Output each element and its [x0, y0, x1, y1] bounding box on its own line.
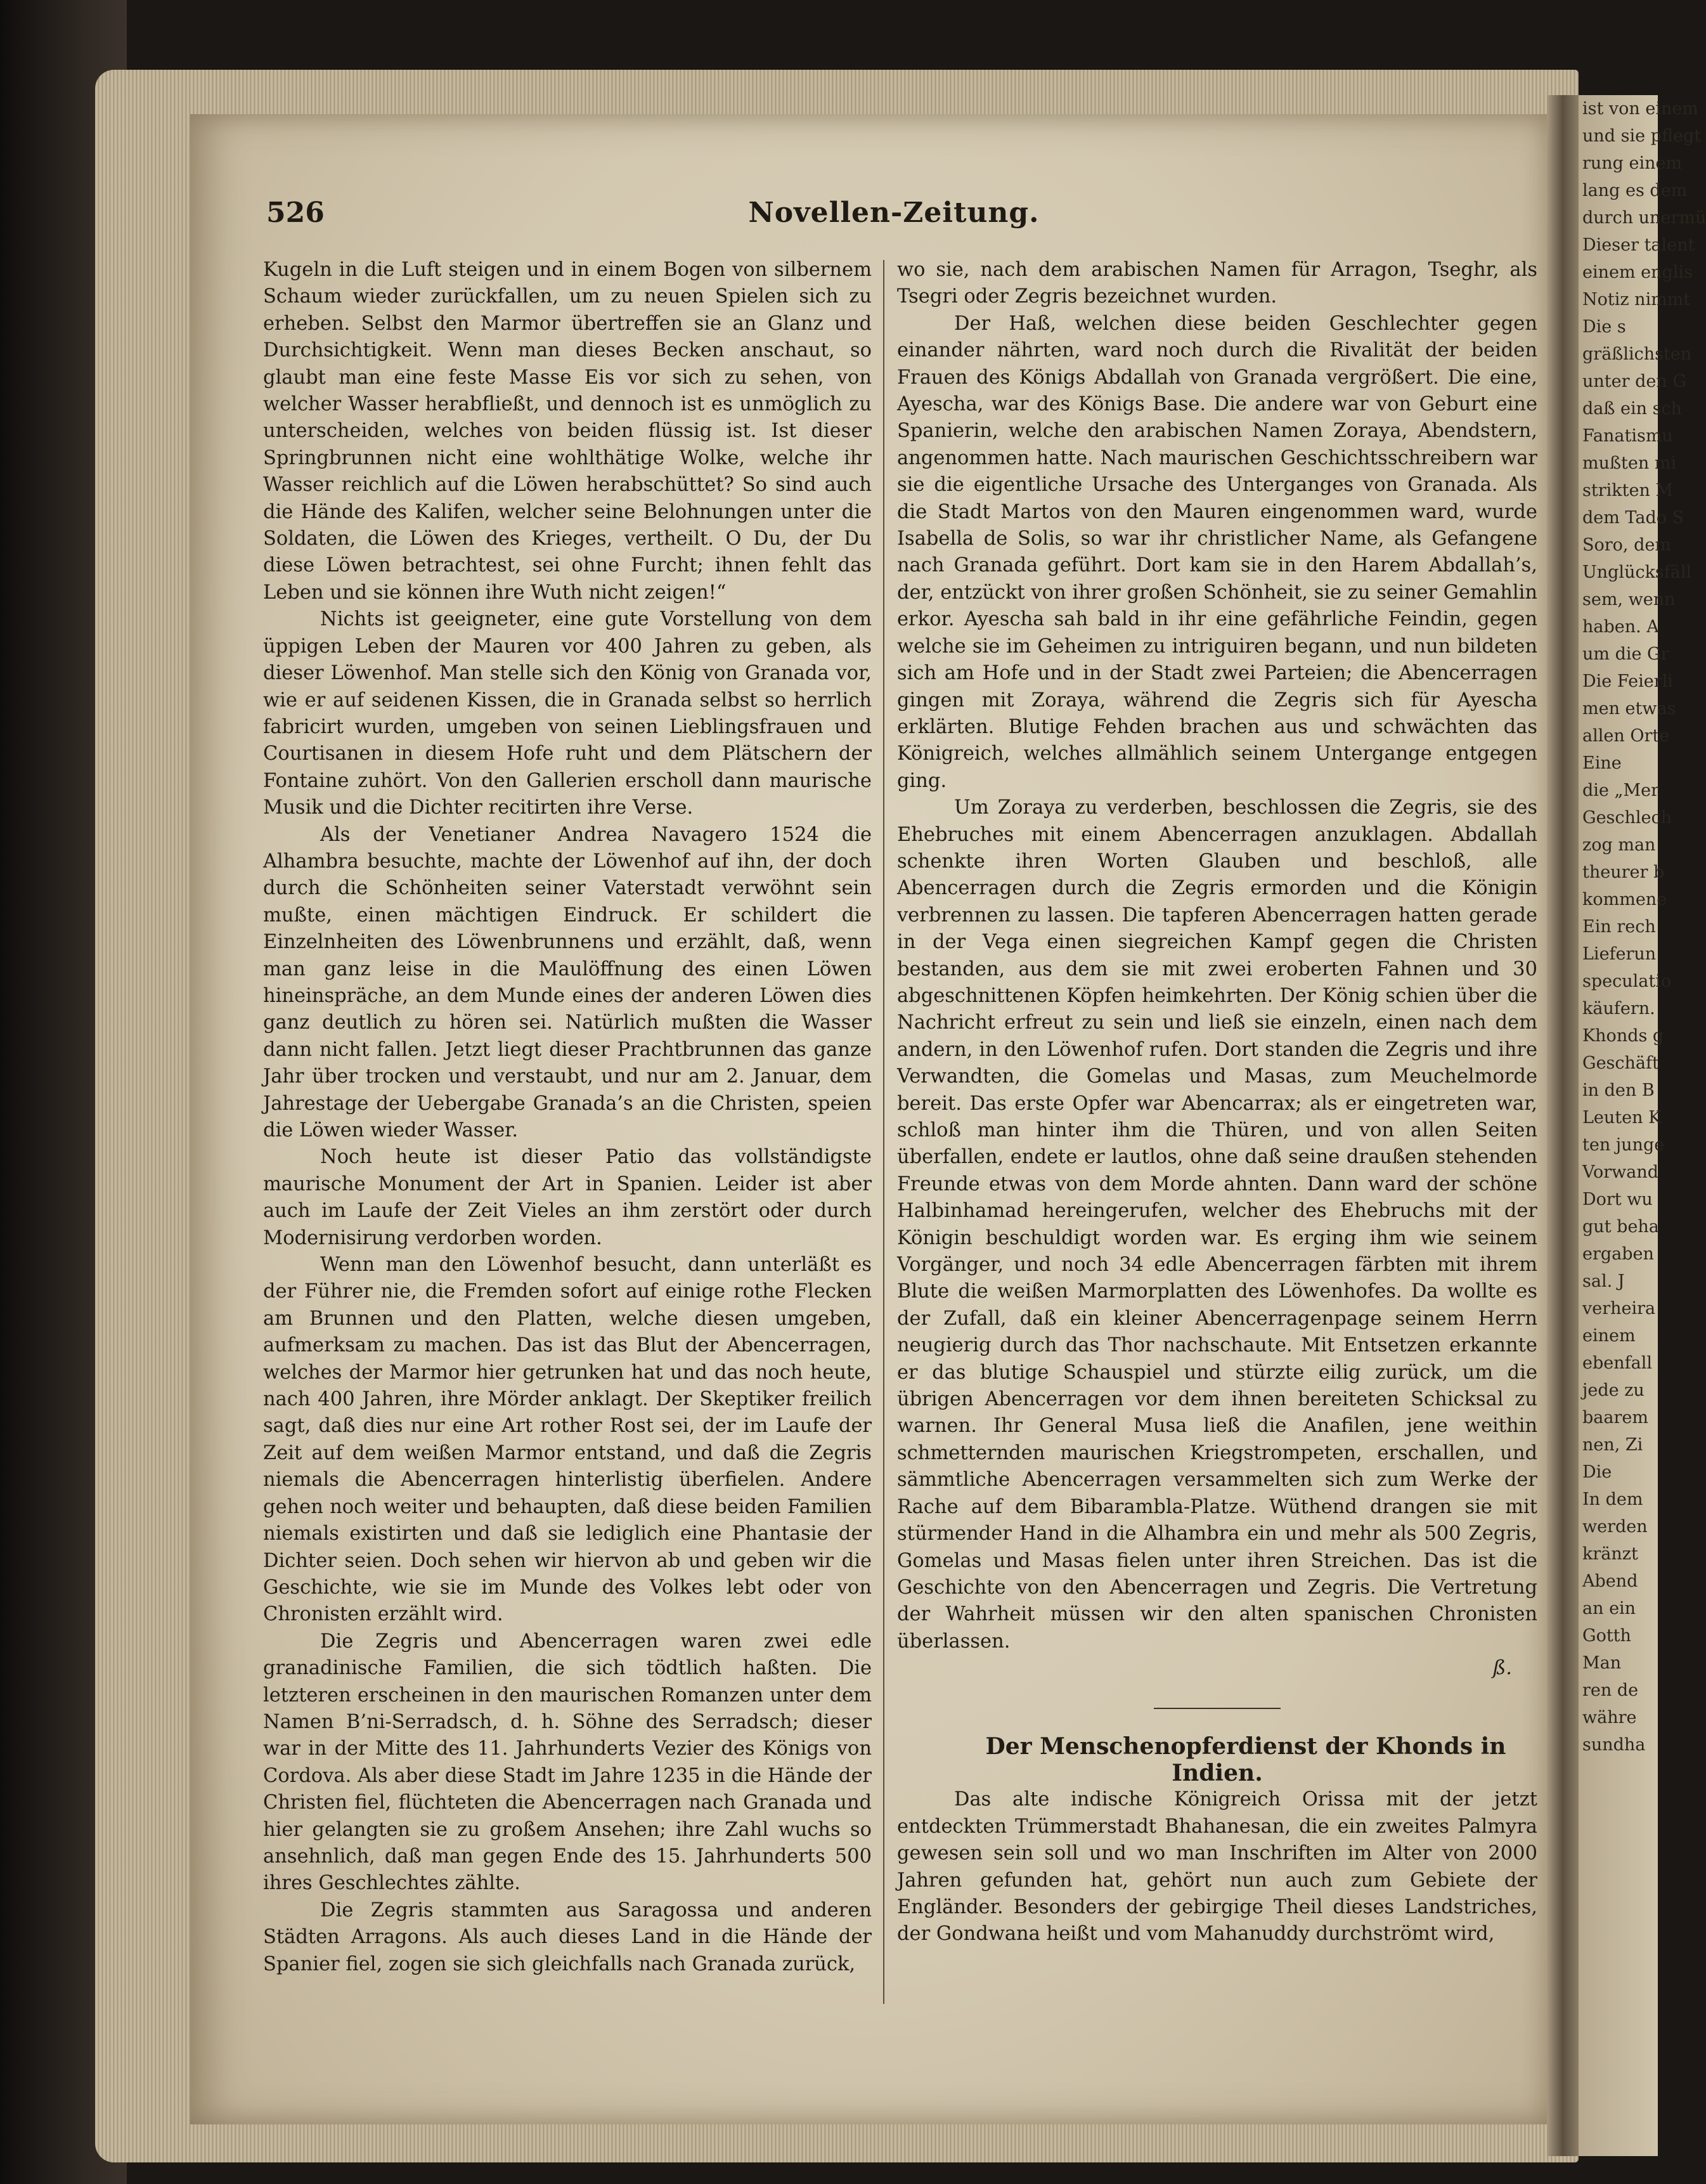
paragraph: Kugeln in die Luft steigen und in einem Bogen von silbernem Schaum wieder zurückfallen, um zu neuen Spielen sich zu erheben. Selbst den Marmor übertreffen sie an Glanz und Durchsichtigkeit. Wenn man dieses Becken anschaut, so glaubt man eine feste Masse Eis vor sich zu sehen, von welcher Wasser herabfließt, und dennoch ist es unmöglich zu unterscheiden, welches von beiden flüssig ist. Ist dieser Springbrunnen nicht eine wohlthätige Wolke, welche ihr Wasser reichlich auf die Löwen herabschüttet? So sind auch die Hände des Kalifen, welcher seine Belohnungen unter die Soldaten, die Löwen des Krieges, vertheilt. O Du, der Du diese Löwen betrachtest, sei ohne Furcht; ihnen fehlt das Leben und sie können ihre Wuth nicht zeigen!“ [263, 259, 872, 604]
facing-page-fragment: Notiz nimmt [1582, 290, 1691, 309]
facing-page-fragment: Lieferun [1582, 944, 1657, 964]
page-header [266, 197, 1522, 235]
left-column [263, 257, 872, 1978]
right-column [897, 257, 1537, 1948]
running-title: Novellen-Zeitung. [748, 197, 1040, 229]
facing-page-fragment: Die s [1582, 317, 1626, 337]
facing-page-fragment: Leuten K [1582, 1108, 1662, 1128]
facing-page-fragment: Die [1582, 1462, 1612, 1482]
facing-page-fragment: sem, wenn [1582, 590, 1676, 609]
facing-page-fragment: um die Gr [1582, 644, 1669, 664]
section-title: Der Menschenopferdienst der Khonds in Indien. [985, 1732, 1506, 1786]
facing-page-fragment: ten junge [1582, 1135, 1665, 1155]
facing-page-fragment: zog man [1582, 835, 1656, 855]
facing-page-fragment: Eine [1582, 753, 1622, 773]
paragraph: Das alte indische Königreich Orissa mit der jetzt entdeckten Trümmerstadt Bhahanesan, die ein zweites Palmyra gewesen sein soll und wo man Inschriften im Alter von 2000 Jahren gefunden hat, gehört nun auch zum Gebiete der Engländer. Besonders der gebirgige Theil dieses Landstriches, der Gondwana heißt und vom Mahanuddy durchströmt wird, [897, 1788, 1537, 1946]
facing-page-fragment: gut beha [1582, 1217, 1659, 1237]
facing-page-fragment: währe [1582, 1708, 1637, 1727]
facing-page-fragment: men etwas [1582, 699, 1676, 718]
facing-page-fragment: in den B [1582, 1081, 1655, 1100]
facing-page-fragment: jede zu [1582, 1381, 1645, 1400]
facing-page-fragment: und sie pflegt [1582, 126, 1702, 146]
facing-page-fragment: Soro, dem [1582, 535, 1671, 555]
facing-page-fragment: unter den G [1582, 372, 1686, 391]
facing-page-fragment: verheira [1582, 1299, 1656, 1318]
facing-page-fragment: Man [1582, 1653, 1622, 1673]
facing-page-fragment: die „Mer [1582, 781, 1659, 800]
facing-page-fragment: strikten M [1582, 481, 1674, 500]
paragraph: Der Haß, welchen diese beiden Geschlechter gegen einander nährten, ward noch durch die Rivalität der beiden Frauen des Königs Abdallah von Granada vergrößert. Die eine, Ayescha, war des Königs Base. Die andere war von Geburt eine Spanierin, welche den arabischen Namen Zoraya, Abendstern, angenommen hatte. Nach maurischen Geschichtsschreibern war sie die eigentliche Ursache des Unterganges von Granada. Als die Stadt Martos von den Mauren eingenommen ward, wurde Isabella de Solis, so war ihr christlicher Name, als Gefangene nach Granada geführt. Dort kam sie in den Harem Abdallah’s, der, entzückt von ihrer großen Schönheit, sie zu seiner Gemahlin erkor. Ayescha sah bald in ihr eine gefährliche Feindin, gegen welche sie im Geheimen zu intriguiren begann, und nun bildeten sich am Hofe und in der Stadt zwei Parteien; die Abencerragen gingen mit Zoraya, während die Zegris sich für Ayescha erklärten. Blutige Fehden brachen aus und schwächten das Königreich, welches allmählich seinem Untergange entgegen ging. [897, 312, 1537, 792]
facing-page-fragment: Die Feierli [1582, 672, 1673, 691]
column-rule [883, 260, 884, 2004]
facing-page-fragment: Geschlech [1582, 808, 1672, 828]
facing-page-fragment: speculatio [1582, 972, 1672, 991]
facing-page-fragment: Unglücksfäll [1582, 562, 1692, 582]
facing-page-fragment: Fanatismu [1582, 426, 1673, 446]
author-signature: ß. [1492, 1657, 1512, 1680]
facing-page-fragment: sundha [1582, 1735, 1646, 1755]
facing-page-fragment: allen Orte [1582, 726, 1670, 746]
facing-page-fragment: ist von einem [1582, 99, 1698, 119]
facing-page-fragment: ergaben [1582, 1244, 1654, 1264]
facing-page-fragment: durch unermü [1582, 208, 1706, 228]
facing-page-fragment: lang es dem [1582, 181, 1688, 200]
paragraph: wo sie, nach dem arabischen Namen für Arragon, Tseghr, als Tsegri oder Zegris bezeichnet wurden. [897, 259, 1537, 308]
paragraph: Die Zegris stammten aus Saragossa und anderen Städten Arragons. Als auch dieses Land in die Hände der Spanier fiel, zogen sie sich gleichfalls nach Granada zurück, [263, 1899, 872, 1975]
paragraph: Die Zegris und Abencerragen waren zwei edle granadinische Familien, die sich tödtlich haßten. Die letzteren erscheinen in den maurischen Romanzen unter dem Namen B’ni-Serradsch, d. h. Söhne des Serradsch; dieser war in der Mitte des 11. Jahrhunderts Vezier des Königs von Cordova. Als aber diese Stadt im Jahre 1235 in die Hände der Christen fiel, flüchteten die Abencerragen nach Granada und hier gelangten sie zu großem Ansehen; ihre Zahl wuchs so ansehnlich, daß man gegen Ende des 15. Jahrhunderts 500 ihres Geschlechtes zählte. [263, 1630, 872, 1895]
facing-page-fragment: sal. J [1582, 1271, 1625, 1291]
section-divider [1154, 1708, 1281, 1709]
facing-page-fragment: käufern. [1582, 999, 1655, 1018]
facing-page-fragment: haben. A [1582, 617, 1659, 637]
facing-page-fragment: Dort wu [1582, 1190, 1653, 1209]
facing-page-fragment: mußten mi [1582, 453, 1677, 473]
facing-page-fragment: nen, Zi [1582, 1435, 1643, 1455]
facing-page-fragment: Khonds g [1582, 1026, 1664, 1046]
facing-page-fragment: Ein rech [1582, 917, 1656, 937]
book-gutter [1547, 95, 1579, 2156]
facing-page-fragment: dem Tado S [1582, 508, 1684, 528]
facing-page-fragment: Vorwand [1582, 1162, 1659, 1182]
facing-page [1579, 95, 1706, 2156]
facing-page-fragment: gräßlichsten [1582, 344, 1692, 364]
paragraph: Wenn man den Löwenhof besucht, dann unterläßt es der Führer nie, die Fremden sofort auf einige rothe Flecken am Brunnen und den Platten, welche diesen umgeben, aufmerksam zu machen. Das ist das Blut der Abencerragen, welches der Marmor hier getrunken hat und das noch heute, nach 400 Jahren, ihre Mörder anklagt. Der Skeptiker freilich sagt, daß dies nur eine Art rother Rost sei, der im Laufe der Zeit auf dem weißen Marmor entstand, und daß die Zegris niemals die Abencerragen hinterlistig überfielen. Andere gehen noch weiter und behaupten, daß diese beiden Familien niemals existirten und daß sie lediglich eine Phantasie der Dichter seien. Doch sehen wir hiervon ab und geben wir die Geschichte, wie sie im Munde des Volkes lebt oder von Chronisten erzählt wird. [263, 1254, 872, 1626]
facing-page-fragment: rung einem [1582, 153, 1683, 173]
facing-page-fragment: kränzt [1582, 1544, 1638, 1564]
facing-page-fragment: daß ein sch [1582, 399, 1682, 419]
facing-page-fragment: Geschäft [1582, 1053, 1659, 1073]
facing-page-fragment: einem [1582, 1326, 1636, 1346]
paragraph: Noch heute ist dieser Patio das vollständigste maurische Monument der Art in Spanien. Leider ist aber auch im Laufe der Zeit Vieles an ihm zerstört oder durch Modernisirung verdorben worden. [263, 1146, 872, 1249]
paragraph: Nichts ist geeigneter, eine gute Vorstellung von dem üppigen Leben der Mauren vor 400 Jahren zu geben, als dieser Löwenhof. Man stelle sich den König von Granada vor, wie er auf seidenen Kissen, die in Granada selbst so herrlich fabricirt wurden, umgeben von seinen Lieblingsfrauen und Courtisanen in diesem Hofe ruht und dem Plätschern der Fontaine zuhört. Von den Gallerien erscholl dann maurische Musik und die Dichter recitirten ihre Verse. [263, 608, 872, 819]
facing-page-fragment: kommene [1582, 890, 1667, 909]
paragraph: Als der Venetianer Andrea Navagero 1524 die Alhambra besuchte, machte der Löwenhof auf ihn, der doch durch die Schönheiten seiner Vaterstadt verwöhnt sein mußte, einen mächtigen Eindruck. Er schildert die Einzelnheiten des Löwenbrunnens und erzählt, daß, wenn man ganz leise in die Maulöffnung des einen Löwen hineinspräche, an dem Munde eines der anderen Löwen dies ganz deutlich zu hören sei. Natürlich mußten die Wasser dann nicht fallen. Jetzt liegt dieser Prachtbrunnen das ganze Jahr über trocken und verstaubt, und nur am 2. Januar, dem Jahrestage der Uebergabe Granada’s an die Christen, speien die Löwen wieder Wasser. [263, 823, 872, 1141]
facing-page-fragment: werden [1582, 1517, 1648, 1537]
facing-page-fragment: Gotth [1582, 1626, 1631, 1646]
facing-page-fragment: ren de [1582, 1680, 1639, 1700]
facing-page-fragment: Dieser talent [1582, 235, 1695, 255]
facing-page-fragment: an ein [1582, 1599, 1636, 1618]
facing-page-fragment: Abend [1582, 1571, 1638, 1591]
facing-page-fragment: baarem [1582, 1408, 1648, 1427]
facing-page-fragment: In dem [1582, 1490, 1643, 1509]
page-number: 526 [266, 197, 325, 229]
facing-page-fragment: theurer b [1582, 862, 1665, 882]
facing-page-fragment: ebenfall [1582, 1353, 1652, 1373]
facing-page-fragment: einem englis [1582, 263, 1693, 282]
paragraph: Um Zoraya zu verderben, beschlossen die Zegris, sie des Ehebruches mit einem Abencerragen anzuklagen. Abdallah schenkte ihren Worten Glauben und beschloß, alle Abencerragen durch die Zegris ermorden und die Königin verbrennen zu lassen. Die tapferen Abencerragen hatten gerade in der Vega einen siegreichen Kampf gegen die Christen bestanden, aus dem sie mit zwei eroberten Fahnen und 30 abgeschnittenen Köpfen heimkehrten. Der König schien über die Nachricht erfreut zu sein und ließ sie einzeln, einen nach dem andern, in den Löwenhof rufen. Dort standen die Zegris und ihre Verwandten, die Gomelas und Masas, zum Meuchelmorde bereit. Das erste Opfer war Abencarrax; als er eingetreten war, schloß man hinter ihm die Thüren, und von allen Seiten überfallen, endete er lautlos, ohne daß seine draußen stehenden Freunde etwas von dem Morde ahnten. Dann ward der schöne Halbinhamad hereingerufen, welcher des Ehebruchs mit der Königin beschuldigt worden war. Es erging ihm wie seinem Vorgänger, und noch 34 edle Abencerragen färbten mit ihrem Blute die weißen Marmorplatten des Löwenhofes. Da wollte es der Zufall, daß ein kleiner Abencerragenpage seinem Herrn neugierig durch das Thor nachschaute. Mit Entsetzen erkannte er das blutige Schauspiel und stürzte eilig zurück, um die übrigen Abencerragen vor dem ihnen bereiteten Schicksal zu warnen. Ihr General Musa ließ die Anafilen, jene weithin schmetternden maurischen Kriegstrompeten, erschallen, und sämmtliche Abencerragen versammelten sich zum Werke der Rache auf dem Bibarambla-Platze. Wüthend drangen sie mit stürmender Hand in die Alhambra ein und mehr als 500 Zegris, Gomelas und Masas fielen unter ihren Streichen. Das ist die Geschichte von den Abencerragen und Zegris. Die Vertretung der Wahrheit müssen wir den alten spanischen Chronisten überlassen. [897, 796, 1537, 1653]
